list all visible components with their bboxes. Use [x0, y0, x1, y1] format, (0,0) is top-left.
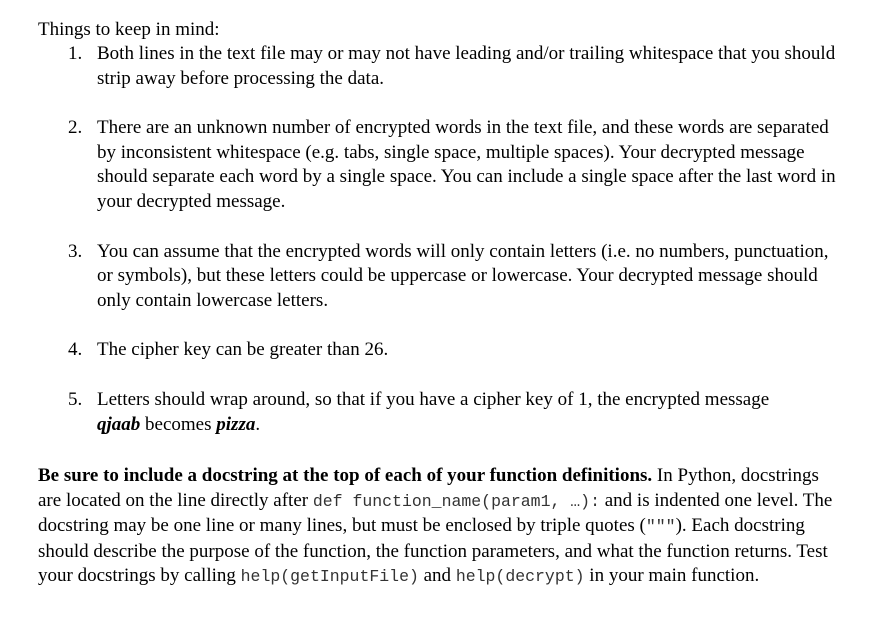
docstring-text-2: and is indented one level. The docstring may be one line or many lines, but must be enclosed by triple quotes ( [38, 489, 833, 537]
item-text: Both lines in the text file may or may not have leading and/or trailing whitespace that you should strip away before processing the data. [97, 43, 836, 89]
code-def-signature: def function_name(param1, …): [312, 491, 600, 511]
intro-heading: Things to keep in mind: [38, 19, 220, 40]
item-text-mid: becomes [140, 413, 217, 435]
code-help-decrypt: help(decrypt) [455, 567, 585, 587]
docstring-text-4: and [418, 565, 456, 587]
code-triple-quotes: """ [645, 517, 676, 537]
docstring-paragraph [38, 464, 838, 590]
item-text-start: Letters should wrap around, so that if you have a cipher key of 1, the encrypted message [97, 388, 770, 410]
list-item [0, 338, 837, 363]
docstring-text-5: in your main function. [584, 565, 760, 587]
list-item [0, 240, 837, 314]
docstring-bold-sentence: Be sure to include a docstring at the top of each of your function definitions. [38, 465, 653, 486]
list-item [0, 42, 837, 91]
item-number: 2. [68, 117, 83, 139]
encrypted-example-word: qjaab [97, 413, 141, 435]
decrypted-example-word: pizza [216, 413, 256, 435]
item-number: 5. [68, 388, 83, 410]
code-help-getinputfile: help(getInputFile) [240, 567, 419, 587]
item-number: 4. [68, 339, 83, 361]
list-item [0, 388, 837, 437]
item-text: The cipher key can be greater than 26. [97, 339, 389, 361]
item-text: You can assume that the encrypted words will only contain letters (i.e. no numbers, punctuation, or symbols), but these letters could be uppercase or lowercase. Your decrypted message should only contain lowercase letters. [97, 240, 829, 311]
item-number: 3. [68, 240, 83, 262]
docstring-text-1: In Python, docstrings are located on the line directly after [38, 465, 819, 511]
list-item [0, 116, 837, 214]
item-text: There are an unknown number of encrypted words in the text file, and these words are separated by inconsistent whitespace (e.g. tabs, single space, multiple spaces). Your decrypted message should separate each word by a single space. You can include a single space after the last word in your decrypted message. [97, 117, 836, 212]
item-text [97, 388, 837, 437]
notes-list [0, 42, 837, 437]
item-number: 1. [68, 43, 83, 64]
item-text-end: . [255, 413, 261, 435]
docstring-text-3: ). Each docstring should describe the purpose of the function, the function parameters, and what the function returns. Test your docstrings by calling [38, 515, 828, 587]
